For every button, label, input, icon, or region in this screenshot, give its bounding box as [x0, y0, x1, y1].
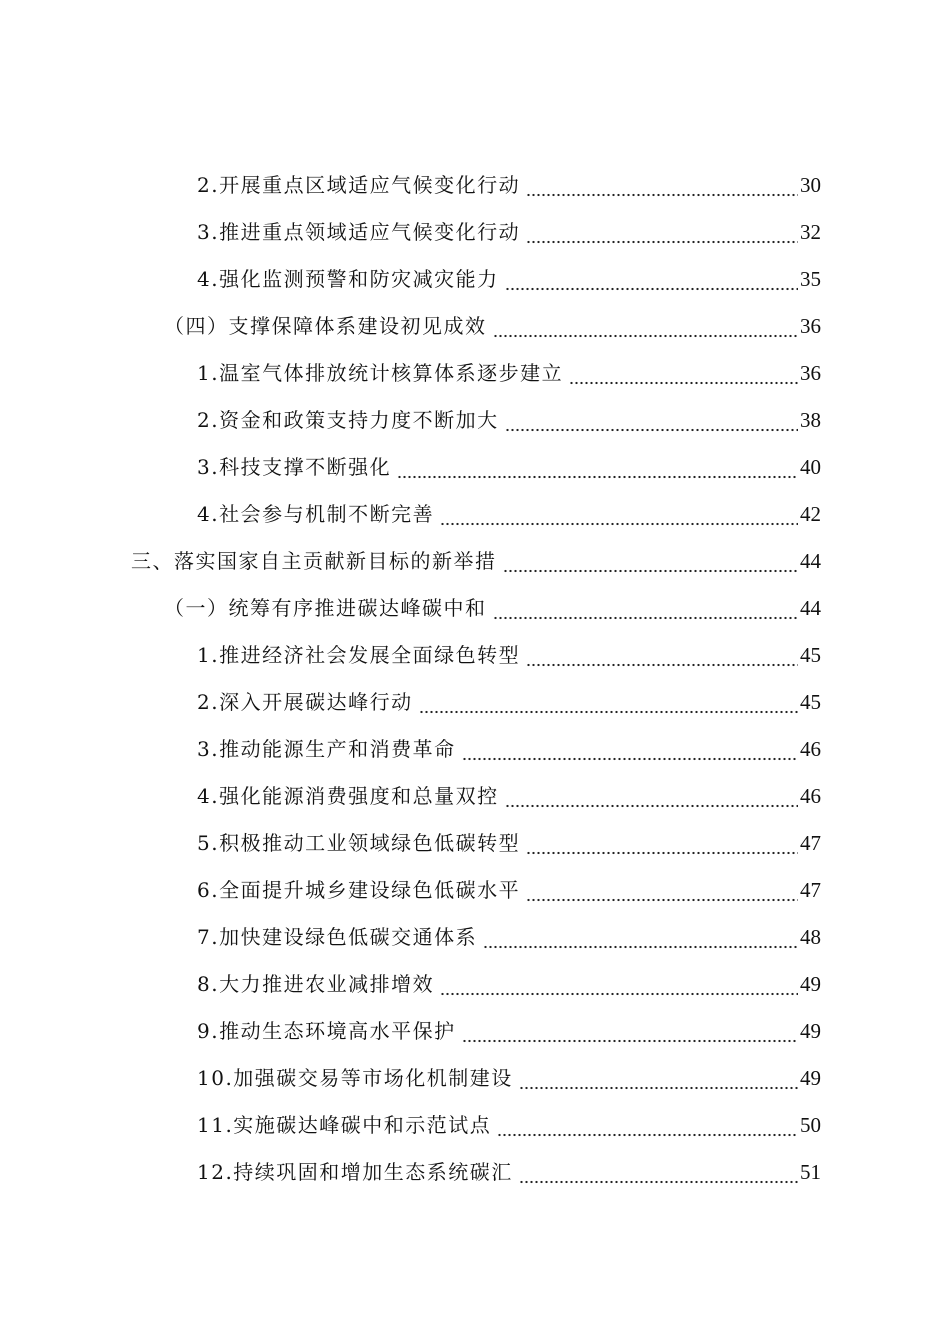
dot-leader	[440, 976, 798, 996]
dot-leader	[526, 177, 798, 197]
dot-leader	[503, 553, 799, 573]
toc-entry-page-number: 46	[800, 784, 821, 808]
toc-entry[interactable]	[0, 1102, 950, 1149]
toc-entry[interactable]	[0, 444, 950, 491]
dot-leader	[505, 412, 798, 432]
toc-entry[interactable]	[0, 491, 950, 538]
toc-entry-title: 11.实施碳达峰碳中和示范试点	[197, 1113, 492, 1137]
toc-entry-title: 8.大力推进农业减排增效	[197, 972, 435, 996]
toc-entry-page-number: 36	[800, 314, 821, 338]
dot-leader	[397, 459, 798, 479]
toc-entry-title: 1.推进经济社会发展全面绿色转型	[197, 643, 521, 667]
dot-leader	[526, 835, 798, 855]
toc-entry[interactable]	[0, 914, 950, 961]
toc-entry-page-number: 36	[800, 361, 821, 385]
dot-leader	[526, 647, 798, 667]
toc-entry-page-number: 50	[800, 1113, 821, 1137]
dot-leader	[497, 1117, 798, 1137]
dot-leader	[569, 365, 798, 385]
dot-leader	[462, 741, 798, 761]
toc-entry[interactable]	[0, 397, 950, 444]
dot-leader	[505, 271, 798, 291]
toc-entry-title: 1.温室气体排放统计核算体系逐步建立	[197, 361, 564, 385]
toc-entry[interactable]	[0, 1149, 950, 1196]
toc-entry[interactable]	[0, 538, 950, 585]
toc-entry-page-number: 32	[800, 220, 821, 244]
dot-leader	[493, 600, 799, 620]
toc-entry-page-number: 49	[800, 1019, 821, 1043]
toc-entry-page-number: 46	[800, 737, 821, 761]
toc-entry-page-number: 47	[800, 831, 821, 855]
toc-entry-title: （一）统筹有序推进碳达峰碳中和	[164, 596, 487, 620]
toc-entry[interactable]	[0, 679, 950, 726]
toc-entry[interactable]	[0, 1055, 950, 1102]
toc-entry-page-number: 47	[800, 878, 821, 902]
toc-entry[interactable]	[0, 162, 950, 209]
toc-entry-title: 6.全面提升城乡建设绿色低碳水平	[197, 878, 521, 902]
toc-entry-page-number: 45	[800, 643, 821, 667]
toc-entry[interactable]	[0, 632, 950, 679]
toc-entry[interactable]	[0, 773, 950, 820]
dot-leader	[526, 224, 798, 244]
toc-entry-page-number: 49	[800, 1066, 821, 1090]
dot-leader	[462, 1023, 798, 1043]
dot-leader	[519, 1164, 798, 1184]
toc-entry-page-number: 35	[800, 267, 821, 291]
toc-entry[interactable]	[0, 256, 950, 303]
toc-entry-title: 9.推动生态环境高水平保护	[197, 1019, 456, 1043]
toc-entry-title: 2.深入开展碳达峰行动	[197, 690, 413, 714]
toc-entry-title: 3.科技支撑不断强化	[197, 455, 392, 479]
dot-leader	[505, 788, 798, 808]
toc-entry-title: 3.推进重点领域适应气候变化行动	[197, 220, 521, 244]
toc-entry-page-number: 49	[800, 972, 821, 996]
toc-entry-page-number: 42	[800, 502, 821, 526]
toc-entry[interactable]	[0, 1008, 950, 1055]
toc-entry-title: 4.强化能源消费强度和总量双控	[197, 784, 499, 808]
toc-entry-title: 12.持续巩固和增加生态系统碳汇	[197, 1160, 513, 1184]
toc-entry-title: 4.社会参与机制不断完善	[197, 502, 435, 526]
toc-entry-page-number: 51	[800, 1160, 821, 1184]
toc-entry[interactable]	[0, 303, 950, 350]
toc-entry-page-number: 38	[800, 408, 821, 432]
toc-entry-title: 3.推动能源生产和消费革命	[197, 737, 456, 761]
toc-entry-title: 三、落实国家自主贡献新目标的新举措	[131, 549, 497, 573]
toc-entry-title: （四）支撑保障体系建设初见成效	[164, 314, 487, 338]
toc-entry[interactable]	[0, 209, 950, 256]
toc-entry-page-number: 30	[800, 173, 821, 197]
toc-entry[interactable]	[0, 961, 950, 1008]
dot-leader	[526, 882, 798, 902]
toc-entry-title: 10.加强碳交易等市场化机制建设	[197, 1066, 513, 1090]
toc-entry-title: 4.强化监测预警和防灾减灾能力	[197, 267, 499, 291]
toc-entry-page-number: 45	[800, 690, 821, 714]
dot-leader	[493, 318, 799, 338]
toc-entry-page-number: 44	[800, 549, 821, 573]
dot-leader	[483, 929, 798, 949]
dot-leader	[419, 694, 798, 714]
dot-leader	[440, 506, 798, 526]
toc-entry-title: 2.资金和政策支持力度不断加大	[197, 408, 499, 432]
toc-entry-title: 5.积极推动工业领域绿色低碳转型	[197, 831, 521, 855]
toc-entry-page-number: 48	[800, 925, 821, 949]
toc-entry-page-number: 44	[800, 596, 821, 620]
toc-entry[interactable]	[0, 820, 950, 867]
dot-leader	[519, 1070, 798, 1090]
toc-entry[interactable]	[0, 867, 950, 914]
toc-entry[interactable]	[0, 585, 950, 632]
toc-entry[interactable]	[0, 726, 950, 773]
toc-entry-title: 2.开展重点区域适应气候变化行动	[197, 173, 521, 197]
table-of-contents	[0, 162, 950, 1196]
toc-entry-page-number: 40	[800, 455, 821, 479]
toc-entry[interactable]	[0, 350, 950, 397]
toc-entry-title: 7.加快建设绿色低碳交通体系	[197, 925, 478, 949]
